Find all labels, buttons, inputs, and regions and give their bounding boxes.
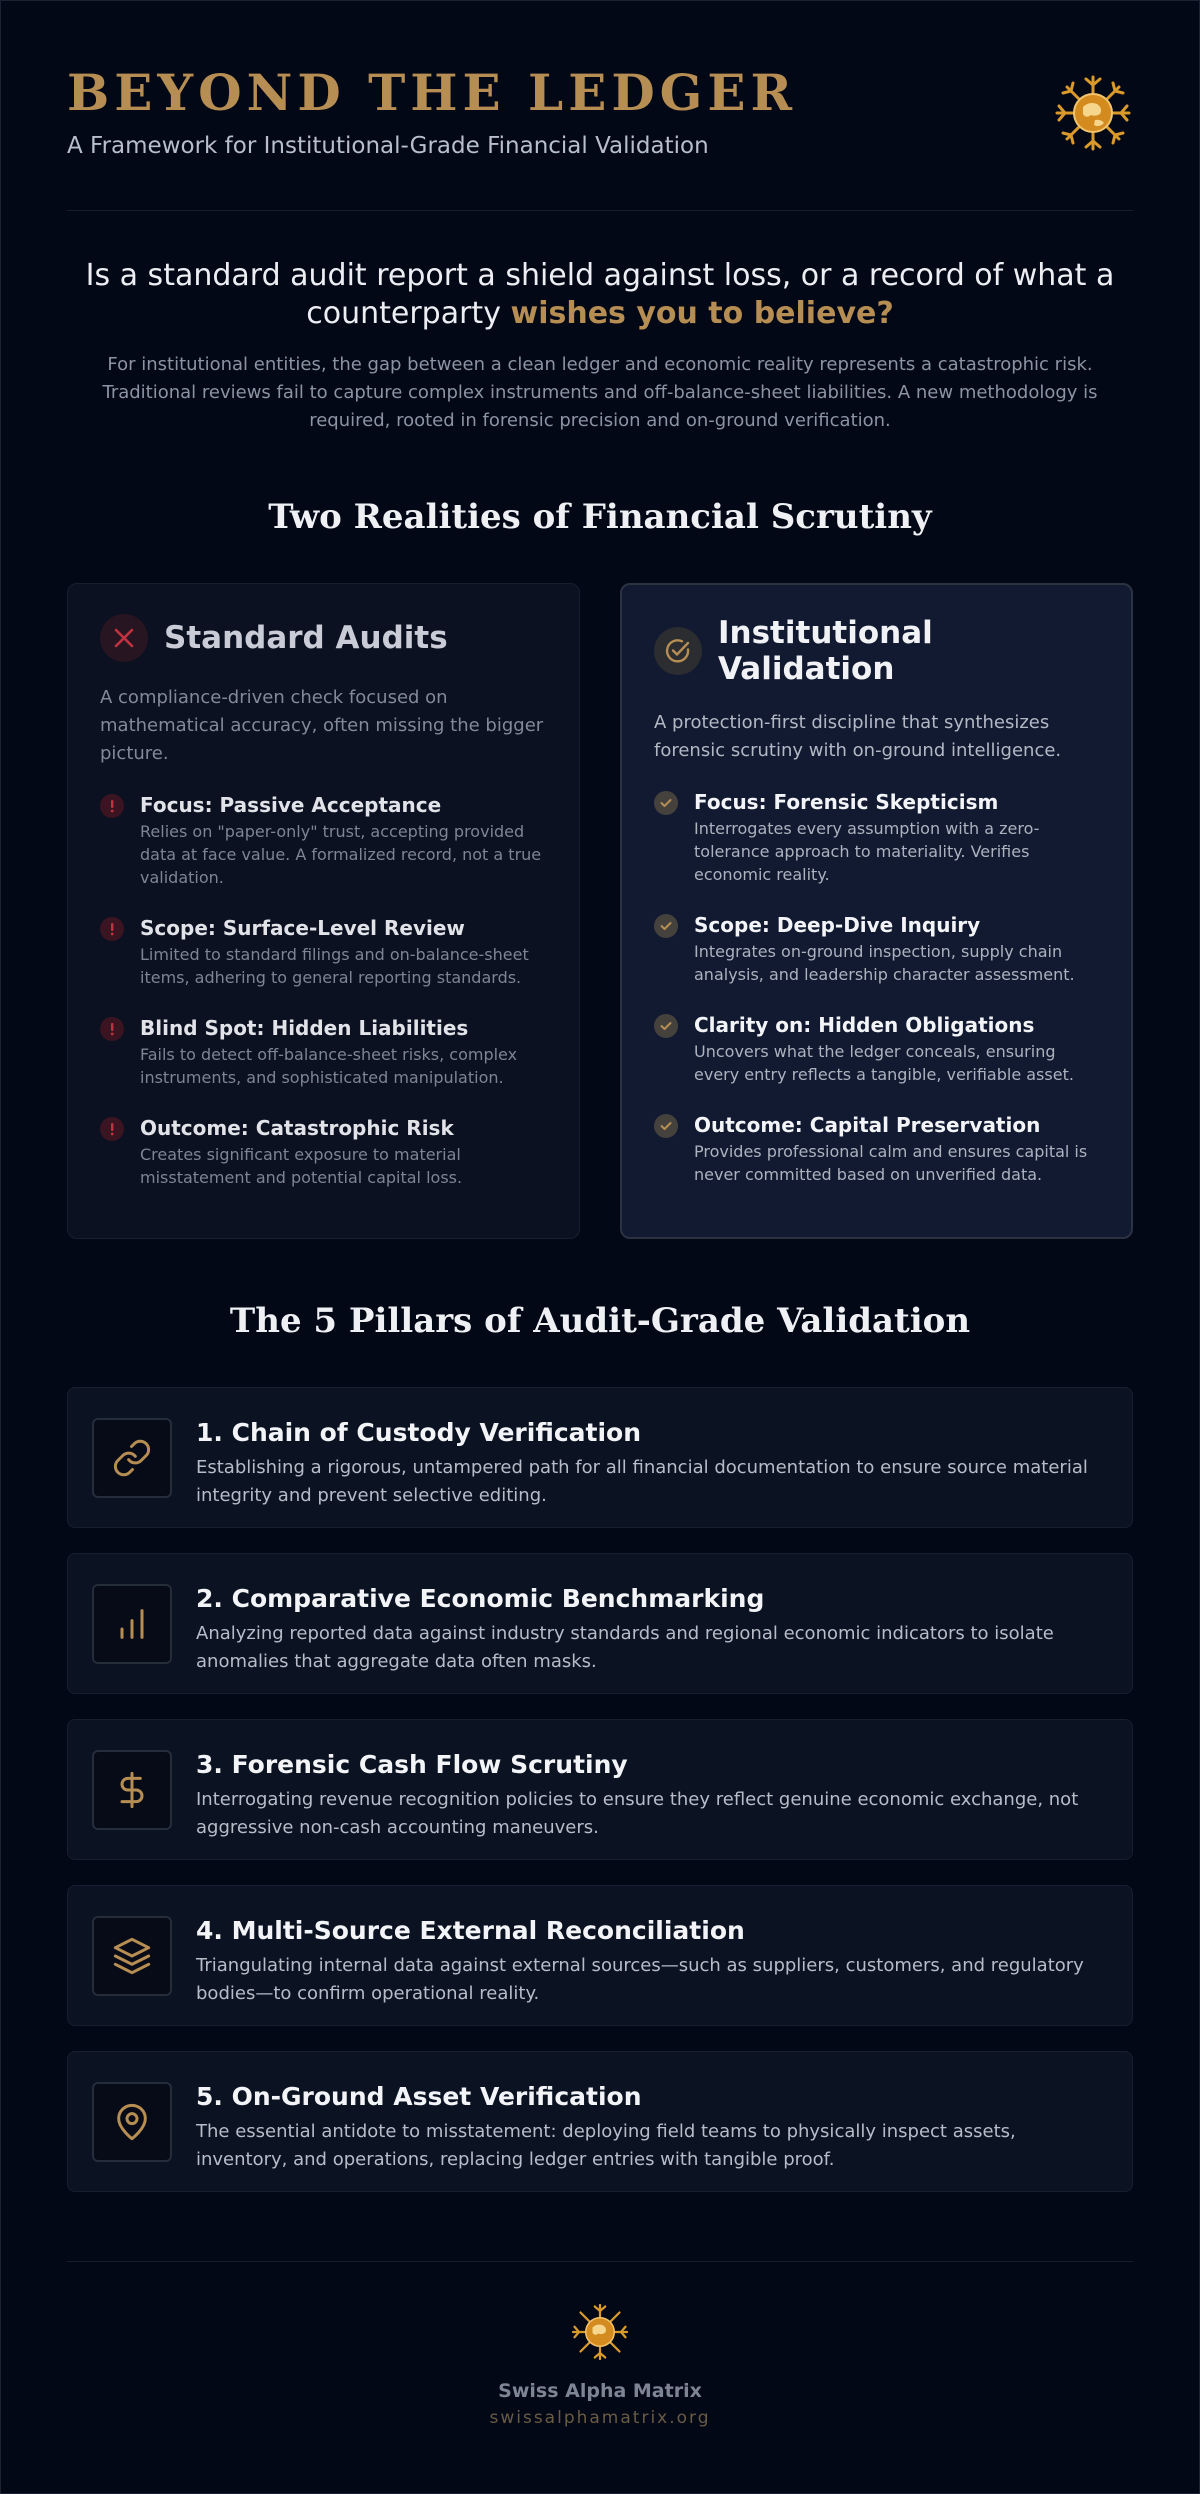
point-body: Integrates on-ground inspection, supply chain analysis, and leadership character assessment. bbox=[694, 942, 1075, 984]
list-item bbox=[100, 1015, 547, 1089]
pillar-body: Analyzing reported data against industry standards and regional economic indicators to isolate anomalies that aggregate data often masks. bbox=[196, 1623, 1054, 1672]
point-title: Scope: Surface-Level Review bbox=[140, 916, 465, 940]
intro-body: For institutional entities, the gap between a clean ledger and economic reality represents a catastrophic risk. Traditional reviews fail to capture complex instruments and off-balance-sheet liabilities. A new methodology is required, rooted in forensic precision and on-ground verification. bbox=[102, 354, 1098, 431]
list-item bbox=[100, 915, 547, 989]
standard-audits-points bbox=[100, 792, 547, 1189]
header bbox=[67, 1, 1133, 211]
alert-icon bbox=[100, 794, 124, 818]
footer-brand-name: Swiss Alpha Matrix bbox=[498, 2380, 702, 2402]
point-title: Outcome: Catastrophic Risk bbox=[140, 1116, 454, 1140]
footer bbox=[67, 2261, 1133, 2428]
standard-audits-card bbox=[67, 583, 580, 1239]
alert-icon bbox=[100, 1117, 124, 1141]
pillar-card bbox=[67, 2051, 1133, 2192]
dollar-icon bbox=[92, 1750, 172, 1830]
list-item bbox=[100, 792, 547, 889]
pillar-body: Interrogating revenue recognition policies to ensure they reflect genuine economic exchange, not aggressive non-cash accounting maneuvers. bbox=[196, 1789, 1079, 1838]
pillar-body: Establishing a rigorous, untampered path for all financial documentation to ensure source material integrity and prevent selective editing. bbox=[196, 1457, 1088, 1506]
list-item bbox=[654, 789, 1099, 886]
check-icon bbox=[654, 1114, 678, 1138]
x-icon bbox=[100, 614, 148, 662]
pillar-card bbox=[67, 1387, 1133, 1528]
page-title: BEYOND THE LEDGER bbox=[67, 63, 798, 122]
pillar-card bbox=[67, 1885, 1133, 2026]
point-body: Creates significant exposure to material misstatement and potential capital loss. bbox=[140, 1145, 463, 1187]
check-icon bbox=[654, 914, 678, 938]
pillars-title: The 5 Pillars of Audit-Grade Validation bbox=[229, 1301, 971, 1341]
realities-title: Two Realities of Financial Scrutiny bbox=[268, 497, 932, 537]
page-subtitle: A Framework for Institutional-Grade Financial Validation bbox=[67, 133, 709, 159]
point-title: Focus: Passive Acceptance bbox=[140, 793, 442, 817]
intro-question-accent: wishes you to believe? bbox=[510, 296, 894, 331]
standard-audits-description: A compliance-driven check focused on mathematical accuracy, often missing the bigger picture. bbox=[100, 687, 544, 764]
layers-icon bbox=[92, 1916, 172, 1996]
pillar-card bbox=[67, 1553, 1133, 1694]
institutional-validation-title: Institutional Validation bbox=[718, 615, 933, 687]
link-icon bbox=[92, 1418, 172, 1498]
pillar-title: 1. Chain of Custody Verification bbox=[196, 1418, 642, 1447]
map-pin-icon bbox=[92, 2082, 172, 2162]
standard-audits-header bbox=[100, 614, 547, 662]
pillar-body: Triangulating internal data against external sources—such as suppliers, customers, and regulatory bodies—to confirm operational reality. bbox=[196, 1955, 1084, 2004]
alert-icon bbox=[100, 917, 124, 941]
globe-compass-logo-icon bbox=[1053, 73, 1133, 153]
intro-question-lead: Is a standard audit report a shield against loss, or a record of what a counterparty bbox=[85, 258, 1115, 331]
point-title: Focus: Forensic Skepticism bbox=[694, 790, 999, 814]
pillar-card bbox=[67, 1719, 1133, 1860]
intro-question bbox=[67, 257, 1133, 333]
list-item bbox=[100, 1115, 547, 1189]
institutional-validation-points bbox=[654, 789, 1099, 1186]
pillar-title: 5. On-Ground Asset Verification bbox=[196, 2082, 642, 2111]
point-body: Provides professional calm and ensures capital is never committed based on unverified data. bbox=[694, 1142, 1088, 1184]
alert-icon bbox=[100, 1017, 124, 1041]
point-body: Relies on "paper-only" trust, accepting provided data at face value. A formalized record, not a true validation. bbox=[140, 822, 542, 887]
institutional-validation-card bbox=[620, 583, 1133, 1239]
check-circle-icon bbox=[654, 627, 702, 675]
footer-website-link[interactable]: swissalphamatrix.org bbox=[489, 2408, 711, 2428]
point-body: Fails to detect off-balance-sheet risks, complex instruments, and sophisticated manipulation. bbox=[140, 1045, 518, 1087]
pillar-title: 3. Forensic Cash Flow Scrutiny bbox=[196, 1750, 628, 1779]
pillar-title: 4. Multi-Source External Reconciliation bbox=[196, 1916, 745, 1945]
point-title: Blind Spot: Hidden Liabilities bbox=[140, 1016, 469, 1040]
check-icon bbox=[654, 791, 678, 815]
institutional-validation-header bbox=[654, 615, 1099, 687]
pillars-list bbox=[67, 1387, 1133, 2192]
point-body: Interrogates every assumption with a zero-tolerance approach to materiality. Verifies economic reality. bbox=[694, 819, 1040, 884]
pillar-title: 2. Comparative Economic Benchmarking bbox=[196, 1584, 765, 1613]
point-body: Uncovers what the ledger conceals, ensuring every entry reflects a tangible, verifiable asset. bbox=[694, 1042, 1074, 1084]
bar-chart-icon bbox=[92, 1584, 172, 1664]
point-title: Outcome: Capital Preservation bbox=[694, 1113, 1041, 1137]
pillar-body: The essential antidote to misstatement: deploying field teams to physically inspect assets, inventory, and operations, replacing ledger entries with tangible proof. bbox=[196, 2121, 1016, 2170]
globe-compass-logo-icon bbox=[570, 2302, 630, 2362]
list-item bbox=[654, 912, 1099, 986]
point-title: Scope: Deep-Dive Inquiry bbox=[694, 913, 981, 937]
standard-audits-title: Standard Audits bbox=[164, 620, 448, 656]
list-item bbox=[654, 1112, 1099, 1186]
comparison bbox=[67, 583, 1133, 1239]
intro-section bbox=[67, 211, 1133, 435]
institutional-validation-description: A protection-first discipline that synthesizes forensic scrutiny with on-ground intelligence. bbox=[654, 712, 1062, 761]
list-item bbox=[654, 1012, 1099, 1086]
point-title: Clarity on: Hidden Obligations bbox=[694, 1013, 1035, 1037]
point-body: Limited to standard filings and on-balance-sheet items, adhering to general reporting standards. bbox=[140, 945, 529, 987]
check-icon bbox=[654, 1014, 678, 1038]
